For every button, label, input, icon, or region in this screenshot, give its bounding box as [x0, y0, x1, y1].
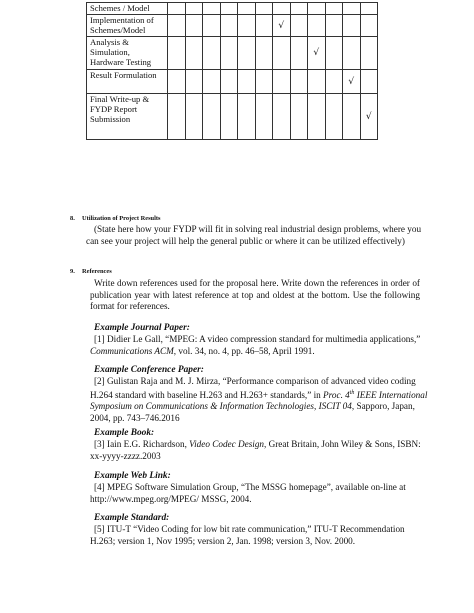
timeline-month-cell	[308, 70, 326, 94]
reference-journal: [1] Didier Le Gall, “MPEG: A video compression standard for multimedia applications,” Communications ACM, vol. 34, no. 4, pp. 46–58, April 1991.	[90, 334, 421, 356]
timeline-month-cell	[308, 94, 326, 140]
timeline-month-cell	[220, 3, 238, 15]
timeline-activity: Implementation of Schemes/Model	[87, 15, 168, 37]
timeline-row	[87, 70, 378, 94]
timeline-month-cell	[273, 15, 291, 37]
timeline-month-cell	[360, 94, 378, 140]
timeline-month-cell	[238, 37, 256, 70]
timeline-activity: Final Write-up & FYDP Report Submission	[87, 94, 168, 140]
timeline-month-cell	[203, 3, 221, 15]
timeline-month-cell	[185, 94, 203, 140]
section-title: Utilization of Project Results	[82, 215, 161, 222]
timeline-month-cell	[273, 37, 291, 70]
timeline-month-cell	[273, 3, 291, 15]
timeline-month-cell	[185, 3, 203, 15]
timeline-month-cell	[360, 3, 378, 15]
timeline-month-cell	[203, 15, 221, 37]
section-9-body: Write down references used for the proposal here. Write down the references in order of publication year with latest reference at top and oldest at the bottom. Use the following format for references.	[90, 278, 420, 311]
timeline-month-cell	[308, 3, 326, 15]
timeline-month-cell	[255, 70, 273, 94]
timeline-month-cell	[290, 3, 308, 15]
timeline-month-cell	[290, 37, 308, 70]
check-mark-icon: √	[348, 76, 355, 87]
timeline-month-cell	[168, 94, 186, 140]
timeline-month-cell	[203, 37, 221, 70]
timeline-month-cell	[360, 15, 378, 37]
timeline-month-cell	[325, 37, 343, 70]
timeline-month-cell	[308, 37, 326, 70]
reference-web: [4] MPEG Software Simulation Group, “The MSSG homepage”, available on-line at http://www.mpeg.org/MPEG/ MSSG, 2004.	[90, 482, 406, 504]
timeline-month-cell	[325, 3, 343, 15]
timeline-month-cell	[360, 70, 378, 94]
timeline-month-cell	[343, 94, 361, 140]
timeline-month-cell	[255, 37, 273, 70]
timeline-row	[87, 15, 378, 37]
timeline-activity: Analysis & Simulation, Hardware Testing	[87, 37, 168, 70]
reference-conference: [2] Gulistan Raja and M. J. Mirza, “Performance comparison of advanced video coding H.264 standard with baseline H.263 and H.263+ standards,” in Proc. 4th IEEE International Symposium on Communications & Information Technologies, ISCIT 04, Sapporo, Japan, 2004, pp. 743–746.2016	[90, 376, 428, 423]
timeline-month-cell	[238, 3, 256, 15]
timeline-month-cell	[168, 15, 186, 37]
section-number: 8.	[70, 215, 75, 222]
timeline-month-cell	[220, 70, 238, 94]
timeline-month-cell	[343, 70, 361, 94]
timeline-month-cell	[168, 37, 186, 70]
timeline-row	[87, 94, 378, 140]
timeline-activity: Schemes / Model	[87, 3, 168, 15]
timeline-month-cell	[325, 70, 343, 94]
example-conference-heading: Example Conference Paper:	[94, 365, 204, 375]
timeline-row	[87, 3, 378, 15]
section-title: References	[82, 268, 112, 275]
timeline-month-cell	[185, 15, 203, 37]
timeline-month-cell	[255, 94, 273, 140]
timeline-month-cell	[220, 94, 238, 140]
timeline-month-cell	[273, 94, 291, 140]
timeline-month-cell	[238, 15, 256, 37]
example-book-heading: Example Book:	[94, 428, 155, 438]
timeline-month-cell	[168, 70, 186, 94]
example-standard-heading: Example Standard:	[94, 513, 170, 523]
timeline-row	[87, 37, 378, 70]
timeline-month-cell	[168, 3, 186, 15]
example-web-heading: Example Web Link:	[94, 471, 171, 481]
check-mark-icon: √	[313, 48, 320, 58]
reference-book: [3] Iain E.G. Richardson, Video Codec Design, Great Britain, John Wiley & Sons, ISBN: xx-yyyy-zzzz.2003	[90, 439, 421, 461]
timeline-month-cell	[343, 3, 361, 15]
timeline-month-cell	[343, 37, 361, 70]
section-9-heading	[70, 268, 112, 275]
timeline-month-cell	[238, 94, 256, 140]
timeline-table	[86, 2, 378, 140]
timeline-activity: Result Formulation	[87, 70, 168, 94]
timeline-month-cell	[185, 37, 203, 70]
timeline-month-cell	[238, 70, 256, 94]
timeline-month-cell	[325, 94, 343, 140]
timeline-month-cell	[185, 70, 203, 94]
timeline-month-cell	[290, 70, 308, 94]
timeline-month-cell	[203, 94, 221, 140]
check-mark-icon: √	[365, 111, 372, 122]
timeline-month-cell	[255, 15, 273, 37]
example-journal-heading: Example Journal Paper:	[94, 323, 190, 333]
timeline-month-cell	[325, 15, 343, 37]
section-number: 9.	[70, 268, 75, 275]
section-8-heading	[70, 215, 161, 222]
timeline-month-cell	[290, 15, 308, 37]
timeline-month-cell	[255, 3, 273, 15]
timeline-month-cell	[360, 37, 378, 70]
section-8-body: (State here how your FYDP will fit in solving real industrial design problems, where you can see your project will help the general public or where it can be utilized effectively)	[86, 224, 422, 246]
check-mark-icon: √	[278, 20, 285, 31]
timeline-month-cell	[220, 37, 238, 70]
timeline-month-cell	[290, 94, 308, 140]
timeline-month-cell	[220, 15, 238, 37]
timeline-month-cell	[308, 15, 326, 37]
timeline-month-cell	[343, 15, 361, 37]
reference-standard: [5] ITU-T “Video Coding for low bit rate communication,” ITU-T Recommendation H.263; version 1, Nov 1995; version 2, Jan. 1998; version 3, Nov. 2000.	[90, 524, 405, 546]
timeline-month-cell	[273, 70, 291, 94]
timeline-month-cell	[203, 70, 221, 94]
